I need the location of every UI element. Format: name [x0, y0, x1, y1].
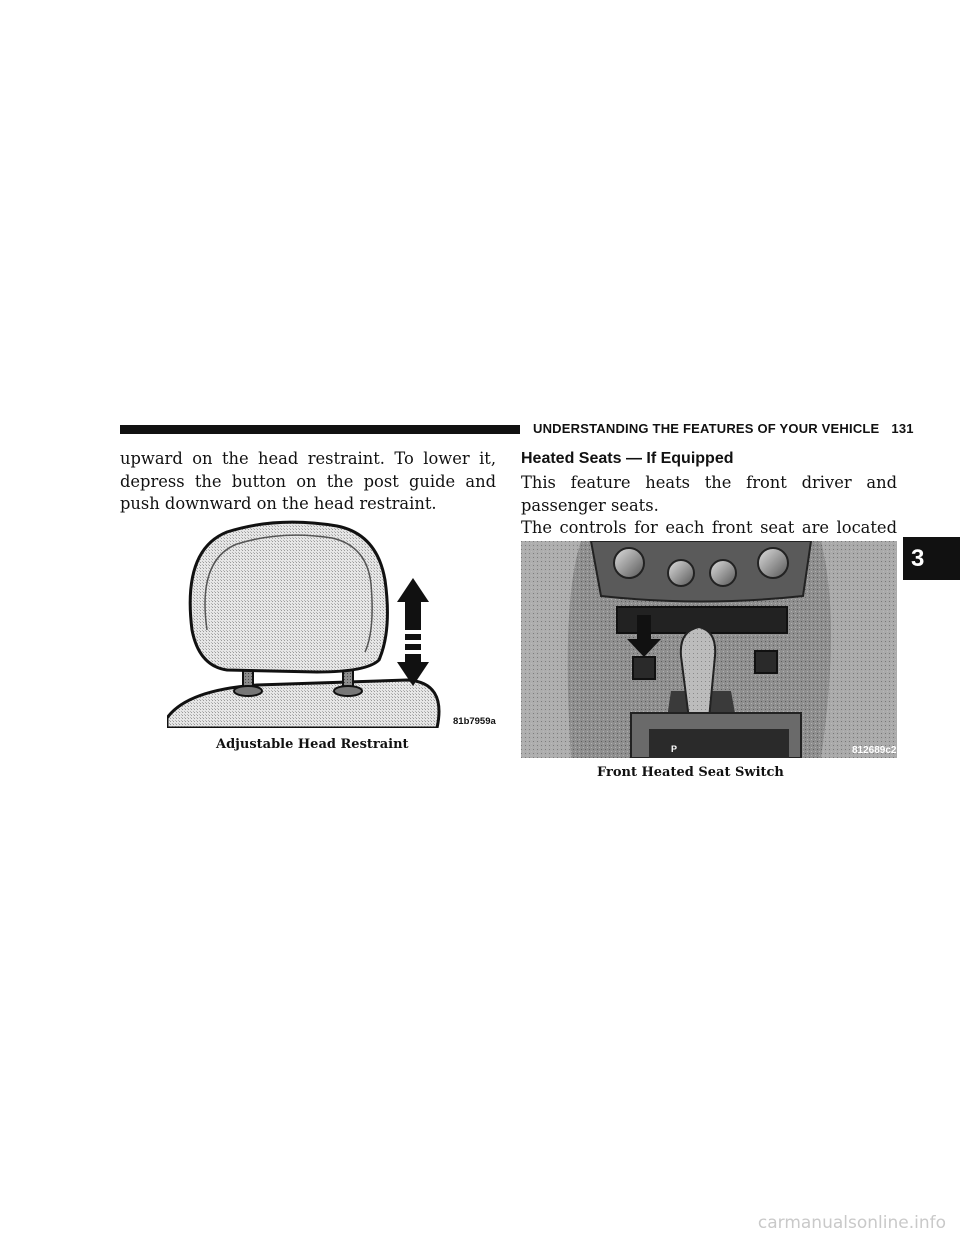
chapter-tab: 3 [903, 537, 960, 580]
figure-code: 81b7959a [453, 716, 496, 727]
body-paragraph: upward on the head restraint. To lower it, depress the button on the post guide and push downward on the head restraint. [120, 449, 496, 513]
left-column [120, 448, 496, 516]
watermark: carmanualsonline.info [757, 1213, 946, 1233]
figure-caption: Adjustable Head Restraint [216, 737, 409, 752]
running-header [533, 421, 914, 436]
body-paragraph: This feature heats the front driver and passenger seats. [521, 473, 897, 515]
right-heated-seat-switch [755, 651, 777, 673]
header-rule [120, 425, 520, 434]
console-drawing [521, 541, 897, 758]
figure-code: 812689c2 [852, 745, 897, 756]
gear-indicator: P [671, 744, 678, 754]
section-heading: Heated Seats — If Equipped [521, 450, 734, 467]
header-title: UNDERSTANDING THE FEATURES OF YOUR VEHICLE [533, 421, 880, 436]
left-heated-seat-switch [633, 657, 655, 679]
body-paragraph: The controls for each front seat are located [521, 518, 897, 537]
arrow-up-head [397, 578, 429, 602]
head-restraint-drawing [167, 520, 500, 728]
arrow-shaft [405, 600, 421, 630]
page-number: 131 [891, 421, 914, 436]
heated-seat-switch-photo [521, 541, 897, 758]
head-restraint-illustration [167, 520, 500, 728]
figure-caption: Front Heated Seat Switch [597, 765, 784, 780]
